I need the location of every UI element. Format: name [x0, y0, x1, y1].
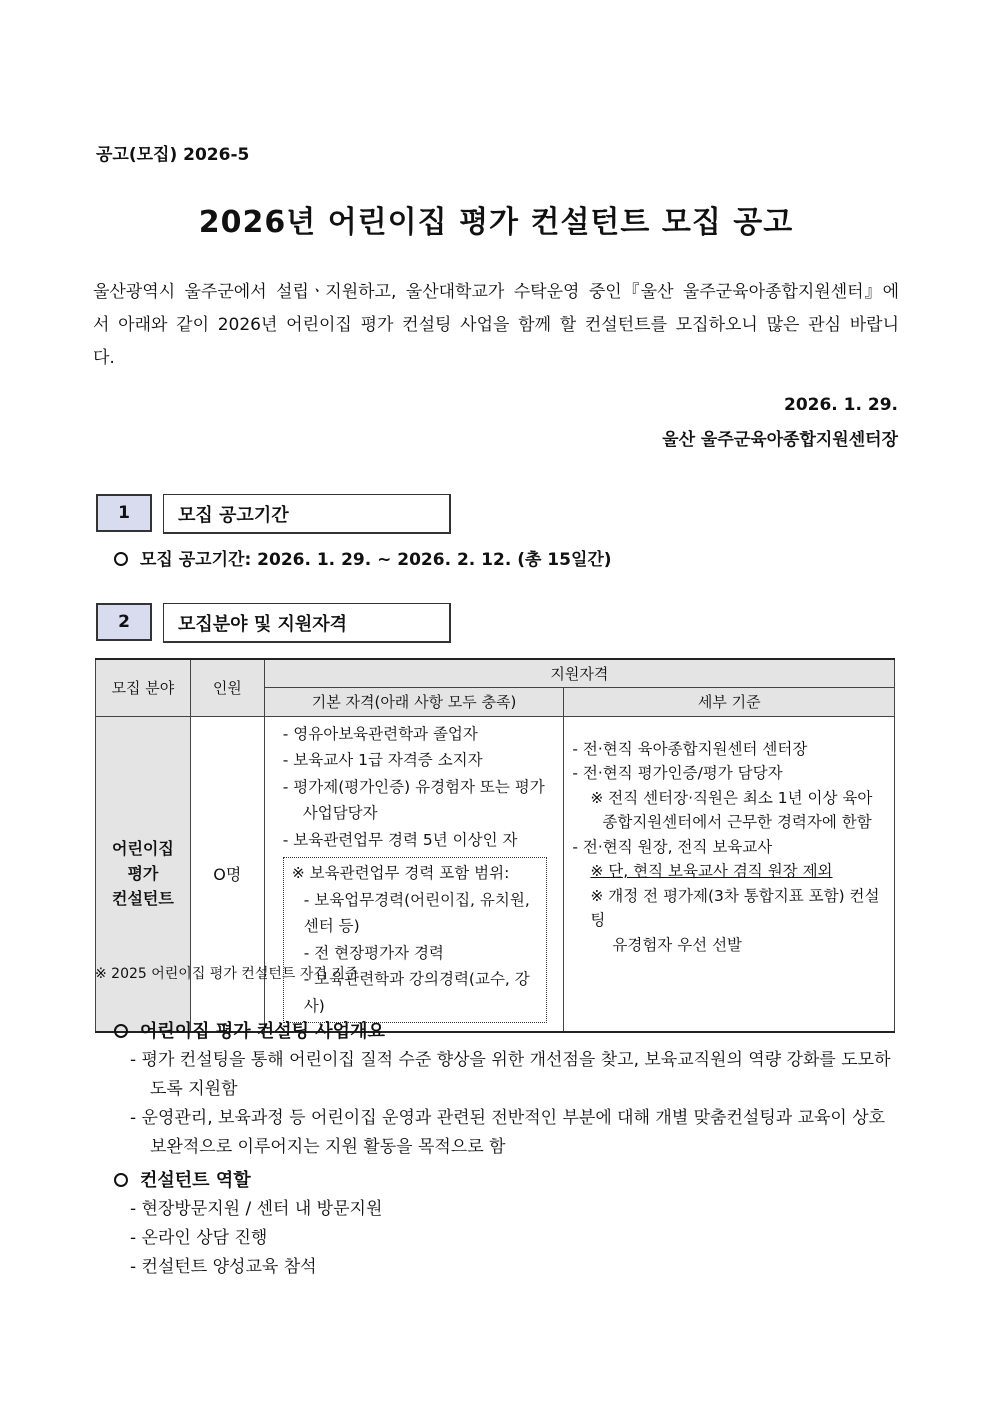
basic-item: - 영유아보육관련학과 졸업자 [282, 724, 478, 743]
detail-item: - 전·현직 원장, 전직 보육교사 [572, 837, 773, 856]
overview-heading [114, 1017, 385, 1043]
roles-list [130, 1195, 897, 1282]
section-2-number: 2 [96, 603, 152, 641]
box-item: - 보육업무경력(어린이집, 유치원, 센터 등) [303, 890, 530, 935]
detail-item: ※ 개정 전 평가제(3차 통합지표 포함) 컨설팅 [590, 886, 880, 929]
header-field: 모집 분야 [96, 659, 191, 716]
circle-bullet-icon [114, 552, 128, 566]
header-detail: 세부 기준 [564, 687, 895, 716]
basic-item: - 보육관련업무 경력 5년 이상인 자 [282, 830, 518, 849]
overview-list [130, 1046, 897, 1162]
role-item: - 현장방문지원 / 센터 내 방문지원 [130, 1199, 383, 1219]
box-item: - 전 현장평가자 경력 [303, 943, 444, 962]
box-title: ※ 보육관련업무 경력 포함 범위: [291, 864, 510, 882]
roles-title: 컨설턴트 역할 [140, 1170, 251, 1191]
detail-item: - 전·현직 평가인증/평가 담당자 [572, 764, 783, 782]
role-item: - 컨설턴트 양성교육 참석 [130, 1257, 317, 1277]
issue-date: 2026. 1. 29. [783, 395, 898, 415]
recruit-period-text: 모집 공고기간: 2026. 1. 29. ~ 2026. 2. 12. (총 15일간) [140, 550, 612, 570]
section-1-number: 1 [96, 494, 152, 532]
detail-item: - 전·현직 육아종합지원센터 센터장 [572, 739, 808, 758]
basic-item: - 보육교사 1급 자격증 소지자 [282, 751, 483, 769]
count-cell: O명 [190, 716, 264, 1032]
detail-criteria-cell [564, 716, 895, 1032]
header-basic: 기본 자격(아래 사항 모두 충족) [264, 687, 564, 716]
circle-bullet-icon [114, 1173, 128, 1187]
roles-heading [114, 1166, 251, 1192]
field-line: 어린이집 [112, 839, 174, 859]
section-2-title: 모집분야 및 지원자격 [163, 603, 451, 643]
notice-number: 공고(모집) 2026-5 [96, 145, 250, 165]
intro-paragraph: 울산광역시 울주군에서 설립ㆍ지원하고, 울산대학교가 수탁운영 중인『울산 울주군육아종합지원센터』에서 아래와 같이 2026년 어린이집 평가 컨설팅 사업을 함께 할 컨설턴트를 모집하오니 많은 관심 바랍니다. [93, 282, 899, 368]
detail-item: 유경험자 우선 선발 [612, 935, 743, 954]
field-line: 평가 [127, 864, 159, 884]
detail-item: 종합지원센터에서 근무한 경력자에 한함 [602, 813, 872, 831]
overview-item: - 운영관리, 보육과정 등 어린이집 운영과 관련된 전반적인 부분에 대해 개별 맞춤컨설팅과 교육이 상호 보완적으로 이루어지는 지원 활동을 목적으로 함 [130, 1108, 886, 1157]
role-item: - 온라인 상담 진행 [130, 1228, 268, 1248]
circle-bullet-icon [114, 1024, 128, 1038]
basic-item: - 평가제(평가인증) 유경험자 또는 평가 [282, 777, 545, 796]
basic-item: 사업담당자 [302, 804, 378, 822]
document-title: 2026년 어린이집 평가 컨설턴트 모집 공고 [198, 205, 794, 240]
recruit-period [114, 545, 612, 570]
field-cell [96, 716, 191, 1032]
overview-title: 어린이집 평가 컨설팅 사업개요 [140, 1021, 385, 1042]
experience-scope-box [283, 857, 548, 1023]
detail-item: ※ 단, 현직 보육교사 겸직 원장 제외 [590, 862, 833, 880]
header-qualification: 지원자격 [264, 659, 894, 687]
issuer-name: 울산 울주군육아종합지원센터장 [662, 430, 898, 450]
detail-item: ※ 전직 센터장·직원은 최소 1년 이상 육아 [590, 788, 873, 807]
basic-qualification-cell [264, 716, 564, 1032]
overview-item: - 평가 컨설팅을 통해 어린이집 질적 수준 향상을 위한 개선점을 찾고, 보육교직원의 역량 강화를 도모하도록 지원함 [130, 1050, 891, 1099]
section-1-title: 모집 공고기간 [163, 494, 451, 534]
field-line: 컨설턴트 [112, 889, 174, 909]
box-item: - 보육관련학과 강의경력(교수, 강사) [303, 970, 530, 1015]
header-count: 인원 [190, 659, 264, 716]
table-footnote: ※ 2025 어린이집 평가 컨설턴트 자격 기준 [95, 966, 359, 982]
